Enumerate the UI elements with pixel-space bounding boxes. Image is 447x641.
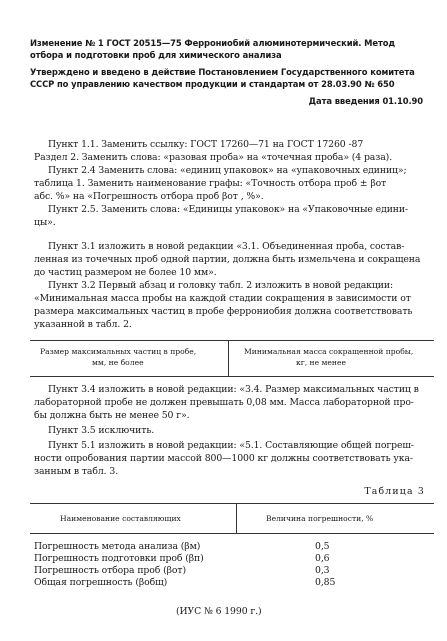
table-row-name: Погрешность метода анализа (βм) bbox=[34, 541, 201, 552]
table-row-value: 0,85 bbox=[315, 577, 336, 588]
header-line-2: отбора и подготовки проб для химического анализа bbox=[30, 50, 282, 60]
table3-col2-header: Величина погрешности, % bbox=[266, 514, 374, 523]
footer-note: (ИУС № 6 1990 г.) bbox=[176, 606, 262, 617]
body-line: Раздел 2. Заменить слова: «разовая проба» на «точечная проба» (4 раза). bbox=[34, 152, 393, 163]
body-line: занным в табл. 3. bbox=[34, 466, 119, 477]
body-line: Пункт 1.1. Заменить ссылку: ГОСТ 17260—71 на ГОСТ 17260 -87 bbox=[48, 139, 364, 150]
table2-col2-header: Минимальная масса сокращенной пробы, bbox=[244, 347, 414, 356]
table-row-value: 0,5 bbox=[315, 541, 330, 552]
body-line: бы должна быть не менее 50 г». bbox=[34, 410, 190, 421]
table-rule bbox=[30, 376, 434, 377]
body-line: таблица 1. Заменить наименование графы: «Точность отбора проб ± βот bbox=[34, 178, 387, 189]
table2-col1-header-2: мм, не более bbox=[92, 358, 144, 367]
effective-date: Дата введения 01.10.90 bbox=[308, 96, 423, 106]
body-line: Пункт 3.4 изложить в новой редакции: «3.4. Размер максимальных частиц в bbox=[48, 384, 419, 395]
table-divider bbox=[236, 503, 237, 533]
body-line: Пункт 3.1 изложить в новой редакции «3.1. Объединенная проба, состав- bbox=[48, 241, 405, 252]
body-line: «Минимальная масса пробы на каждой стадии сокращения в зависимости от bbox=[34, 293, 411, 304]
table-row-name: Общая погрешность (βобщ) bbox=[34, 577, 168, 588]
body-line: размера максимальных частиц в пробе феррониобия должна соответствовать bbox=[34, 306, 413, 317]
table-row-value: 0,6 bbox=[315, 553, 330, 564]
table-divider bbox=[228, 340, 229, 376]
body-line: до частиц размером не более 10 мм». bbox=[34, 267, 217, 278]
table-rule bbox=[30, 340, 434, 341]
body-line: абс. %» на «Погрешность отбора проб βот , %». bbox=[34, 191, 264, 202]
table2-col2-header-2: кг, не менее bbox=[296, 358, 346, 367]
body-line: Пункт 3.5 исключить. bbox=[48, 425, 155, 436]
body-line: цы». bbox=[34, 217, 56, 228]
header-line-3: Утверждено и введено в действие Постановлением Государственного комитета bbox=[30, 67, 415, 77]
body-line: ности опробования партии массой 800—1000 кг должны соответствовать ука- bbox=[34, 453, 413, 464]
body-line: Пункт 2.4 Заменить слова: «единиц упаковок» на «упаковочных единиц»; bbox=[48, 165, 407, 176]
table-row-name: Погрешность отбора проб (βот) bbox=[34, 565, 186, 576]
header-line-1: Изменение № 1 ГОСТ 20515—75 Феррониобий алюминотермический. Метод bbox=[30, 38, 396, 48]
table-row-name: Погрешность подготовки проб (βп) bbox=[34, 553, 204, 564]
body-line: Пункт 3.2 Первый абзац и головку табл. 2 изложить в новой редакции: bbox=[48, 280, 393, 291]
body-line: Пункт 5.1 изложить в новой редакции: «5.1. Составляющие общей погреш- bbox=[48, 440, 414, 451]
table2-col1-header: Размер максимальных частиц в пробе, bbox=[40, 347, 197, 356]
header-line-4: СССР по управлению качеством продукции и стандартам от 28.03.90 № 650 bbox=[30, 79, 395, 89]
table3-col1-header: Наименование составляющих bbox=[60, 514, 181, 523]
body-line: ленная из точечных проб одной партии, должна быть измельчена и сокращена bbox=[34, 254, 421, 265]
table-row-value: 0,3 bbox=[315, 565, 330, 576]
table-rule bbox=[30, 533, 434, 534]
body-line: Пункт 2.5. Заменить слова: «Единицы упаковок» на «Упаковочные едини- bbox=[48, 204, 409, 215]
table-rule bbox=[30, 503, 434, 504]
table3-caption: Таблица 3 bbox=[364, 486, 425, 497]
body-line: лабораторной пробе не должен превышать 0,08 мм. Масса лабораторной про- bbox=[34, 397, 414, 408]
body-line: указанной в табл. 2. bbox=[34, 319, 132, 330]
